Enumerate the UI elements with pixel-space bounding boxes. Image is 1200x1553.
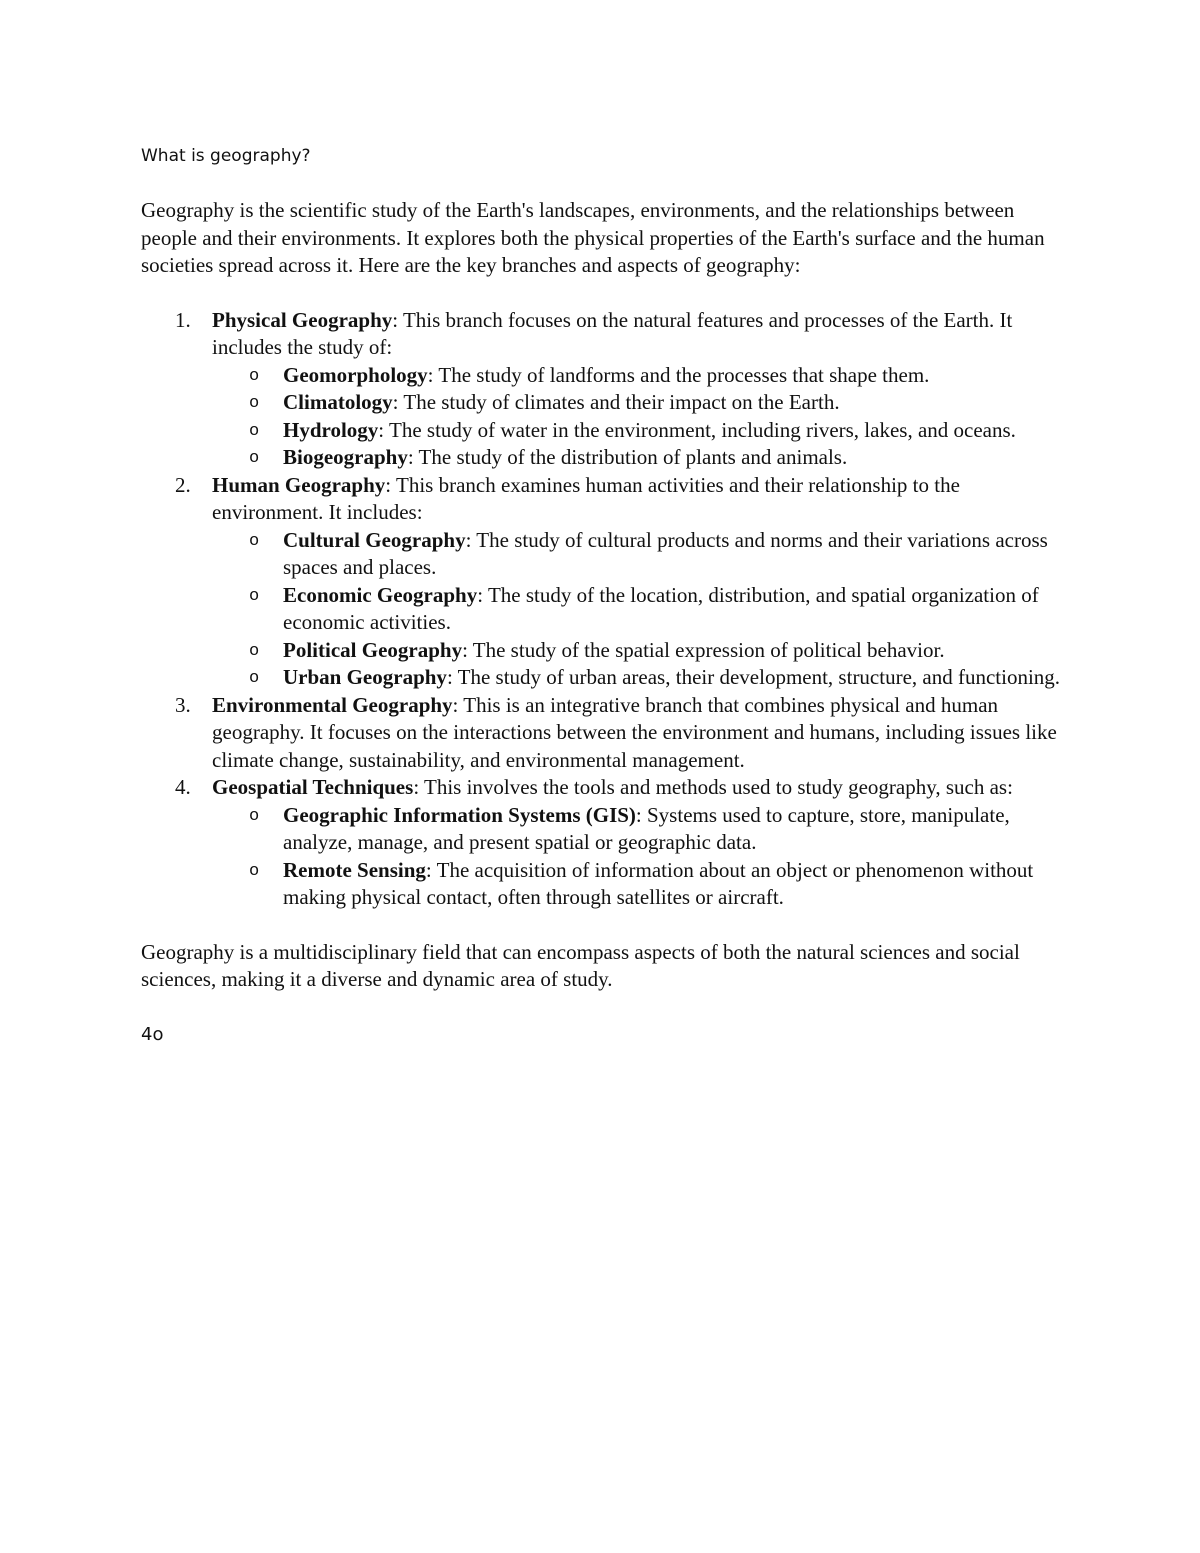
sub-topic-description: : The study of the spatial expression of political behavior. (462, 637, 945, 662)
bullet-icon: o (249, 669, 260, 688)
branch-term: Geospatial Techniques (212, 775, 414, 799)
page-title: What is geography? (141, 146, 311, 166)
branch-list (141, 307, 1061, 912)
sub-topic-term: Urban Geography (283, 665, 447, 689)
document-body (141, 143, 1061, 1066)
sub-topic-term: Cultural Geography (283, 527, 466, 552)
sub-topic-description: : The study of urban areas, their development, structure, and functioning. (446, 665, 1061, 689)
list-number: 1. (175, 307, 191, 332)
branch-term: Human Geography (212, 472, 386, 497)
sub-topic-term: Remote Sensing (283, 857, 426, 882)
bullet-icon: o (249, 366, 260, 386)
sub-topic-item (212, 802, 1061, 857)
branch-description: : This involves the tools and methods used to study geography, such as: (413, 775, 1013, 799)
sub-topic-term: Hydrology (283, 417, 379, 442)
bullet-icon: o (249, 641, 260, 661)
sub-topic-list (212, 527, 1061, 692)
bullet-icon: o (249, 394, 260, 413)
branch-description: : This is an integrative branch that combines physical and human geography. It focuses on the interactions between the environment and humans, including issues like climate change, sustainability, and environmental management. (212, 692, 1057, 772)
branch-item (141, 774, 1061, 912)
branch-item (141, 472, 1061, 692)
branch-description: : This branch focuses on the natural features and processes of the Earth. It includes the study of: (212, 307, 1013, 359)
sub-topic-description: : Systems used to capture, store, manipulate, analyze, manage, and present spatial or geographic data. (283, 802, 1010, 854)
sub-topic-item (212, 417, 1061, 445)
bullet-icon: o (249, 531, 260, 551)
branch-description: : This branch examines human activities and their relationship to the environment. It includes: (212, 472, 960, 524)
sub-topic-item (212, 582, 1061, 637)
list-number: 3. (175, 692, 191, 717)
sub-topic-list (212, 802, 1061, 912)
bullet-icon: o (249, 806, 260, 826)
sub-topic-description: : The study of cultural products and norms and their variations across spaces and places. (283, 527, 1048, 579)
list-number: 4. (175, 775, 191, 799)
branch-item (141, 307, 1061, 472)
sub-topic-description: : The study of water in the environment, including rivers, lakes, and oceans. (378, 417, 1016, 442)
sub-topic-item (212, 362, 1061, 390)
sub-topic-term: Geomorphology (283, 362, 428, 387)
sub-topic-item (212, 857, 1061, 912)
page-number: 4o (141, 1023, 164, 1045)
branch-item (141, 692, 1061, 775)
sub-topic-item (212, 637, 1061, 665)
bullet-icon: o (249, 421, 260, 441)
sub-topic-term: Economic Geography (283, 582, 478, 607)
sub-topic-term: Climatology (283, 390, 393, 414)
sub-topic-list (212, 362, 1061, 472)
branch-term: Physical Geography (212, 307, 393, 332)
sub-topic-description: : The study of the distribution of plants and animals. (407, 445, 848, 469)
intro-paragraph: Geography is the scientific study of the Earth's landscapes, environments, and the relationships between people and their environments. It explores both the physical properties of the Earth's surface and the human societies spread across it. Here are the key branches and aspects of geography: (141, 198, 1045, 277)
closing-paragraph: Geography is a multidisciplinary field that can encompass aspects of both the natural sciences and social sciences, making it a diverse and dynamic area of study. (141, 939, 1020, 991)
sub-topic-term: Political Geography (283, 637, 463, 662)
sub-topic-item (212, 444, 1061, 472)
sub-topic-item (212, 389, 1061, 417)
sub-topic-item (212, 664, 1061, 692)
sub-topic-item (212, 527, 1061, 582)
sub-topic-description: : The study of climates and their impact on the Earth. (392, 390, 840, 414)
list-number: 2. (175, 472, 191, 497)
sub-topic-description: : The study of landforms and the processes that shape them. (427, 362, 930, 387)
sub-topic-term: Geographic Information Systems (GIS) (283, 802, 636, 827)
sub-topic-term: Biogeography (283, 445, 408, 469)
sub-topic-description: : The acquisition of information about an object or phenomenon without making physical contact, often through satellites or aircraft. (283, 857, 1034, 909)
sub-topic-description: : The study of the location, distribution, and spatial organization of economic activities. (283, 582, 1039, 634)
branch-term: Environmental Geography (212, 692, 453, 717)
bullet-icon: o (249, 449, 260, 468)
bullet-icon: o (249, 586, 260, 606)
bullet-icon: o (249, 861, 260, 881)
